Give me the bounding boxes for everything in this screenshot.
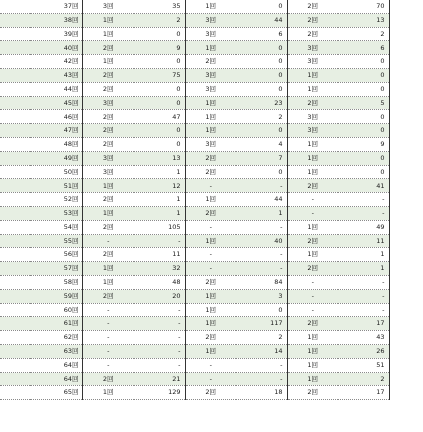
session-cell: 1回 [287,151,338,165]
table-row [0,55,423,69]
session-cell: 1回 [185,124,236,138]
session-cell: 3回 [185,137,236,151]
session-cell: 1回 [287,372,338,386]
row-spacer [0,151,30,165]
session-cell: 3回 [82,96,134,110]
row-spacer [0,110,30,124]
round-cell: 50回 [30,165,82,179]
count-cell: 44 [236,193,287,207]
row-spacer [0,289,30,303]
count-cell: 0 [134,27,185,41]
count-cell: 0 [134,55,185,69]
session-cell: - [185,179,236,193]
count-cell: - [338,289,389,303]
count-cell: 13 [338,13,389,27]
round-cell: 48回 [30,137,82,151]
session-cell: 1回 [287,344,338,358]
count-cell: 75 [134,68,185,82]
table-row [0,165,423,179]
count-cell: - [338,275,389,289]
row-spacer [0,13,30,27]
count-cell: 18 [236,386,287,400]
round-cell: 56回 [30,248,82,262]
session-cell: 1回 [185,193,236,207]
row-spacer [0,358,30,372]
table-row [0,262,423,276]
session-cell: 1回 [185,303,236,317]
count-cell: 105 [134,220,185,234]
session-cell: 1回 [287,248,338,262]
count-cell: 2 [338,27,389,41]
session-cell: 2回 [287,179,338,193]
session-cell: 1回 [287,220,338,234]
session-cell: - [82,331,134,345]
count-cell: 3 [236,289,287,303]
session-cell: 2回 [287,234,338,248]
table-row [0,96,423,110]
round-cell: 65回 [30,386,82,400]
round-cell: 49回 [30,151,82,165]
row-spacer [0,331,30,345]
round-cell: 55回 [30,234,82,248]
table-row [0,344,423,358]
round-cell: 45回 [30,96,82,110]
table-row [0,372,423,386]
row-spacer [0,344,30,358]
session-cell: 2回 [82,41,134,55]
table-row [0,27,423,41]
session-cell: 2回 [185,275,236,289]
count-cell: 0 [236,82,287,96]
count-cell: 0 [236,41,287,55]
count-cell: 0 [338,110,389,124]
count-cell: 0 [338,165,389,179]
count-cell: 117 [236,317,287,331]
row-spacer [0,0,30,13]
count-cell: 0 [134,137,185,151]
session-cell: 1回 [185,96,236,110]
count-cell: 6 [338,41,389,55]
session-cell: 3回 [287,124,338,138]
session-cell: 1回 [82,206,134,220]
session-cell: 3回 [82,0,134,13]
session-cell: - [287,275,338,289]
row-spacer [0,220,30,234]
count-cell: 1 [134,206,185,220]
session-cell: 2回 [82,289,134,303]
session-cell: 1回 [82,55,134,69]
count-cell: 1 [134,165,185,179]
count-cell: 17 [338,386,389,400]
table-row [0,82,423,96]
round-cell: 53回 [30,206,82,220]
row-spacer [0,41,30,55]
count-cell: 51 [338,358,389,372]
table-row [0,206,423,220]
count-cell: 1 [338,262,389,276]
count-cell: - [134,331,185,345]
row-spacer [0,82,30,96]
table-row [0,234,423,248]
session-cell: 1回 [185,234,236,248]
count-cell: 23 [236,96,287,110]
session-cell: - [185,248,236,262]
table-row [0,358,423,372]
count-cell: - [134,344,185,358]
round-cell: 64回 [30,372,82,386]
session-cell: - [82,303,134,317]
count-cell: 70 [338,0,389,13]
count-cell: - [236,372,287,386]
count-cell: 9 [134,41,185,55]
session-cell: 1回 [185,110,236,124]
count-cell: 11 [338,234,389,248]
session-cell: 3回 [185,68,236,82]
session-cell: 2回 [185,331,236,345]
session-cell: 2回 [82,220,134,234]
session-cell: 2回 [287,262,338,276]
session-cell: 2回 [82,372,134,386]
count-cell: 0 [134,82,185,96]
session-cell: 3回 [287,41,338,55]
row-spacer [0,262,30,276]
count-cell: 0 [236,68,287,82]
count-cell: 26 [338,344,389,358]
session-cell: 2回 [287,96,338,110]
session-cell: 1回 [185,289,236,303]
session-cell: 3回 [185,27,236,41]
round-cell: 44回 [30,82,82,96]
count-cell: 2 [338,372,389,386]
count-cell: - [338,193,389,207]
session-cell: 1回 [82,27,134,41]
count-cell: 0 [236,0,287,13]
round-cell: 54回 [30,220,82,234]
row-spacer [0,124,30,138]
row-spacer [0,372,30,386]
row-spacer [0,27,30,41]
table-row [0,275,423,289]
session-cell: 3回 [82,165,134,179]
table-row [0,248,423,262]
session-cell: 1回 [287,68,338,82]
session-cell: 3回 [185,82,236,96]
table-row [0,41,423,55]
session-cell: - [82,358,134,372]
count-cell: 84 [236,275,287,289]
session-cell: - [287,206,338,220]
count-cell: 41 [338,179,389,193]
count-cell: 9 [338,137,389,151]
row-spacer [0,165,30,179]
round-cell: 51回 [30,179,82,193]
count-cell: 21 [134,372,185,386]
session-cell: - [185,372,236,386]
count-cell: 48 [134,275,185,289]
count-cell: 0 [236,55,287,69]
row-spacer [0,248,30,262]
round-cell: 38回 [30,13,82,27]
row-spacer [0,68,30,82]
row-spacer [0,303,30,317]
round-cell: 43回 [30,68,82,82]
session-cell: 2回 [287,27,338,41]
session-cell: 2回 [82,82,134,96]
round-cell: 52回 [30,193,82,207]
session-cell: 2回 [185,165,236,179]
session-cell: 2回 [82,248,134,262]
session-cell: - [82,344,134,358]
row-spacer [0,206,30,220]
session-cell: 2回 [82,137,134,151]
session-cell: - [185,358,236,372]
count-cell: 7 [236,151,287,165]
row-spacer [0,317,30,331]
count-cell: 0 [338,68,389,82]
count-cell: 129 [134,386,185,400]
round-cell: 58回 [30,275,82,289]
session-cell: 2回 [185,386,236,400]
count-cell: 0 [236,165,287,179]
table-row [0,137,423,151]
count-cell: - [236,358,287,372]
round-cell: 63回 [30,344,82,358]
round-cell: 60回 [30,303,82,317]
count-cell: 20 [134,289,185,303]
session-cell: 2回 [82,110,134,124]
table-row [0,193,423,207]
row-spacer [0,193,30,207]
count-cell: - [338,303,389,317]
row-spacer [0,386,30,400]
count-cell: - [338,206,389,220]
table-row [0,317,423,331]
table-row [0,110,423,124]
session-cell: - [82,317,134,331]
table-row [0,151,423,165]
round-cell: 47回 [30,124,82,138]
count-cell: 0 [338,55,389,69]
count-cell: 17 [338,317,389,331]
session-cell: 3回 [287,55,338,69]
count-cell: 49 [338,220,389,234]
count-cell: 40 [236,234,287,248]
session-cell: 2回 [82,68,134,82]
row-spacer [0,55,30,69]
round-cell: 59回 [30,289,82,303]
count-cell: 6 [236,27,287,41]
round-cell: 62回 [30,331,82,345]
count-cell: - [134,317,185,331]
table-row [0,179,423,193]
count-cell: 1 [134,193,185,207]
row-spacer [0,275,30,289]
count-cell: 35 [134,0,185,13]
count-cell: 2 [134,13,185,27]
count-cell: 0 [134,124,185,138]
table-row [0,124,423,138]
count-cell: - [236,262,287,276]
row-spacer [0,137,30,151]
session-cell: - [185,262,236,276]
session-cell: 2回 [185,151,236,165]
row-spacer [0,96,30,110]
table-row [0,13,423,27]
count-cell: - [134,303,185,317]
session-cell: 1回 [82,386,134,400]
session-cell: 2回 [287,13,338,27]
session-cell: 2回 [185,55,236,69]
table-row [0,303,423,317]
round-cell: 46回 [30,110,82,124]
table-row [0,68,423,82]
session-cell: 1回 [287,137,338,151]
round-cell: 57回 [30,262,82,276]
round-cell: 42回 [30,55,82,69]
session-cell: 1回 [185,344,236,358]
table-row [0,0,423,13]
session-cell: 2回 [287,317,338,331]
session-cell: 1回 [185,317,236,331]
round-cell: 61回 [30,317,82,331]
count-cell: 43 [338,331,389,345]
count-cell: 0 [338,124,389,138]
session-cell: 2回 [82,193,134,207]
session-cell: 1回 [287,331,338,345]
count-cell: 0 [134,96,185,110]
session-cell: 1回 [287,82,338,96]
round-cell: 64回 [30,358,82,372]
session-cell: - [185,220,236,234]
session-cell: 2回 [287,386,338,400]
count-cell: 0 [338,151,389,165]
count-cell: - [236,179,287,193]
session-cell: 3回 [287,110,338,124]
round-cell: 40回 [30,41,82,55]
count-cell: 14 [236,344,287,358]
session-cell: 2回 [82,124,134,138]
session-cell: 1回 [82,262,134,276]
table-row [0,386,423,400]
session-cell: 1回 [185,41,236,55]
count-cell: 13 [134,151,185,165]
count-cell: 32 [134,262,185,276]
count-cell: 4 [236,137,287,151]
count-cell: - [236,248,287,262]
session-cell: - [287,303,338,317]
row-spacer [0,234,30,248]
session-cell: 2回 [185,206,236,220]
table-row [0,331,423,345]
session-cell: - [82,234,134,248]
count-cell: 2 [236,110,287,124]
count-cell: 12 [134,179,185,193]
session-cell: 1回 [185,0,236,13]
count-cell: - [134,234,185,248]
count-cell: 2 [236,331,287,345]
count-cell: 47 [134,110,185,124]
session-cell: 1回 [82,275,134,289]
session-cell: 1回 [82,179,134,193]
session-cell: - [287,289,338,303]
count-cell: 0 [236,303,287,317]
count-cell: 1 [338,248,389,262]
session-cell: 1回 [287,165,338,179]
session-cell: 3回 [185,13,236,27]
table-row [0,220,423,234]
round-cell: 39回 [30,27,82,41]
count-cell: 44 [236,13,287,27]
table-row [0,289,423,303]
count-cell: 0 [236,124,287,138]
count-cell: - [236,220,287,234]
session-cell: 1回 [287,358,338,372]
count-cell: 11 [134,248,185,262]
count-cell: - [134,358,185,372]
session-cell: 1回 [82,13,134,27]
session-cell: - [287,193,338,207]
count-cell: 1 [236,206,287,220]
count-cell: 5 [338,96,389,110]
round-cell: 37回 [30,0,82,13]
session-cell: 2回 [287,0,338,13]
count-cell: 0 [338,82,389,96]
row-spacer [0,179,30,193]
session-cell: 3回 [82,151,134,165]
